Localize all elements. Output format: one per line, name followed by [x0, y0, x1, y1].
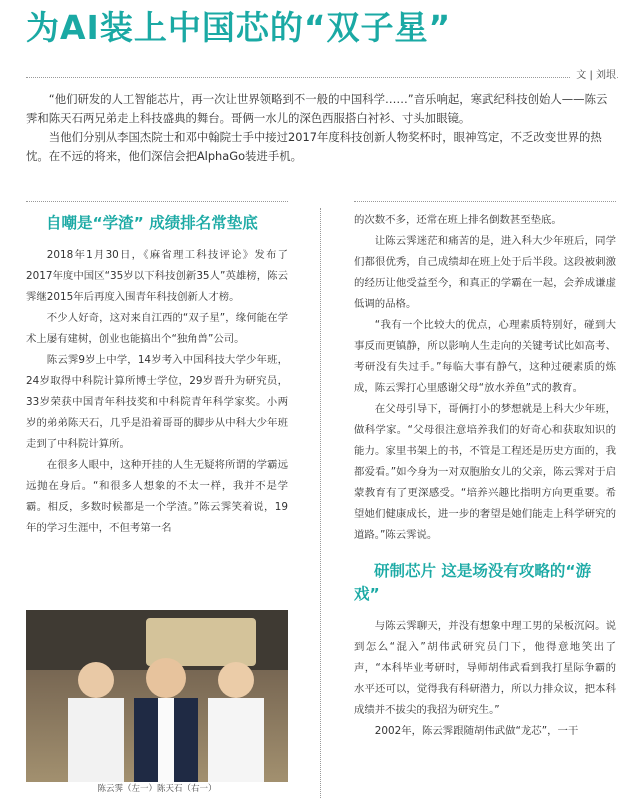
- photo-caption: 陈云霁（左一）陈天石（右一）: [97, 784, 217, 794]
- body-paragraph: 在父母引导下，哥俩打小的梦想就是上科大少年班，做科学家。“父母很注意培养我们的好奇心和获取知识的能力。家里书架上的书，不管是工程还是历史方面的，我都爱看。”如今身为一对双胞胎女儿的父亲，陈云霁对于启蒙教育有了更深感受。“培养兴趣比指明方向更重要。希望她们健康成长，进一步的奢望是她们能走上科学研究的道路。”陈云霁说。: [354, 403, 616, 541]
- section-heading: 自嘲是“学渣” 成绩排名常垫底: [46, 214, 258, 232]
- body-paragraph: 的次数不多，还常在班上排名倒数甚至垫底。: [354, 214, 562, 226]
- body-paragraph: “我有一个比较大的优点，心理素质特别好，碰到大事反而更镇静，所以影响人生走向的关键考试比如高考、考研没有失过手。”每临大事有静气，这种过硬素质的炼成，陈云霁打心里感谢父母“放水养鱼”式的教育。: [354, 319, 616, 394]
- article-title: 为AI装上中国芯的“双子星”: [26, 8, 452, 47]
- left-column: [26, 212, 288, 539]
- column-divider: [320, 208, 321, 798]
- article-photo: [26, 610, 288, 782]
- section-heading: 研制芯片 这是场没有攻略的“游戏”: [354, 562, 592, 603]
- body-paragraph: 2002年，陈云霁跟随胡伟武做“龙芯”，一干: [374, 725, 579, 737]
- intro-paragraph: 当他们分别从李国杰院士和邓中翰院士手中接过2017年度科技创新人物奖杯时，眼神笃定，不乏改变世界的热忱。在不远的将来，他们深信会把AlphaGo装进手机。: [26, 130, 602, 163]
- title-divider: [26, 77, 618, 78]
- article-intro: [26, 90, 618, 166]
- author-byline: 文 | 刘垠: [570, 66, 616, 81]
- column-top-rule: [26, 201, 288, 202]
- column-top-rule: [354, 201, 616, 202]
- right-column: [354, 210, 616, 742]
- body-paragraph: 2018年1月30日，《麻省理工科技评论》发布了2017年度中国区“35岁以下科技创新35人”英雄榜，陈云霁继2015年后再度入围青年科技创新人才榜。: [26, 249, 288, 303]
- body-paragraph: 与陈云霁聊天，并没有想象中理工男的呆板沉闷。说到怎么“混入”胡伟武研究员门下，他得意地笑出了声，“本科毕业考研时，导师胡伟武看到我打星际争霸的水平还可以，觉得我有科研潜力，所以力排众议，把本科成绩并不拔尖的我招为研究生。”: [354, 620, 616, 716]
- body-paragraph: 让陈云霁迷茫和痛苦的是，进入科大少年班后，同学们都很优秀，自己成绩却在班上处于后半段。这段被刺激的经历让他受益至今，和真正的学霸在一起，会养成谦虚低调的品格。: [354, 235, 616, 310]
- intro-paragraph: “他们研发的人工智能芯片，再一次让世界领略到不一般的中国科学……”音乐响起，寒武纪科技创始人——陈云霁和陈天石两兄弟走上科技盛典的舞台。哥俩一水儿的深色西服搭白衬衫、寸头加眼镜。: [26, 92, 608, 125]
- body-paragraph: 不少人好奇，这对来自江西的“双子星”，缘何能在学术上屡有建树，创业也能搞出个“独角兽”公司。: [26, 312, 288, 345]
- body-paragraph: 陈云霁9岁上中学，14岁考入中国科技大学少年班，24岁取得中科院计算所博士学位，29岁晋升为研究员，33岁荣获中国青年科技奖和中科院青年科学家奖。小两岁的弟弟陈天石，几乎是沿着哥哥的脚步从中科大少年班走到了中科院计算所。: [26, 354, 288, 450]
- body-paragraph: 在很多人眼中，这种开挂的人生无疑将所谓的学霸远远抛在身后。“和很多人想象的不太一样，我并不是学霸。相反，多数时候都是一个学渣。”陈云霁笑着说，19年的学习生涯中，不但考第一名: [26, 459, 288, 534]
